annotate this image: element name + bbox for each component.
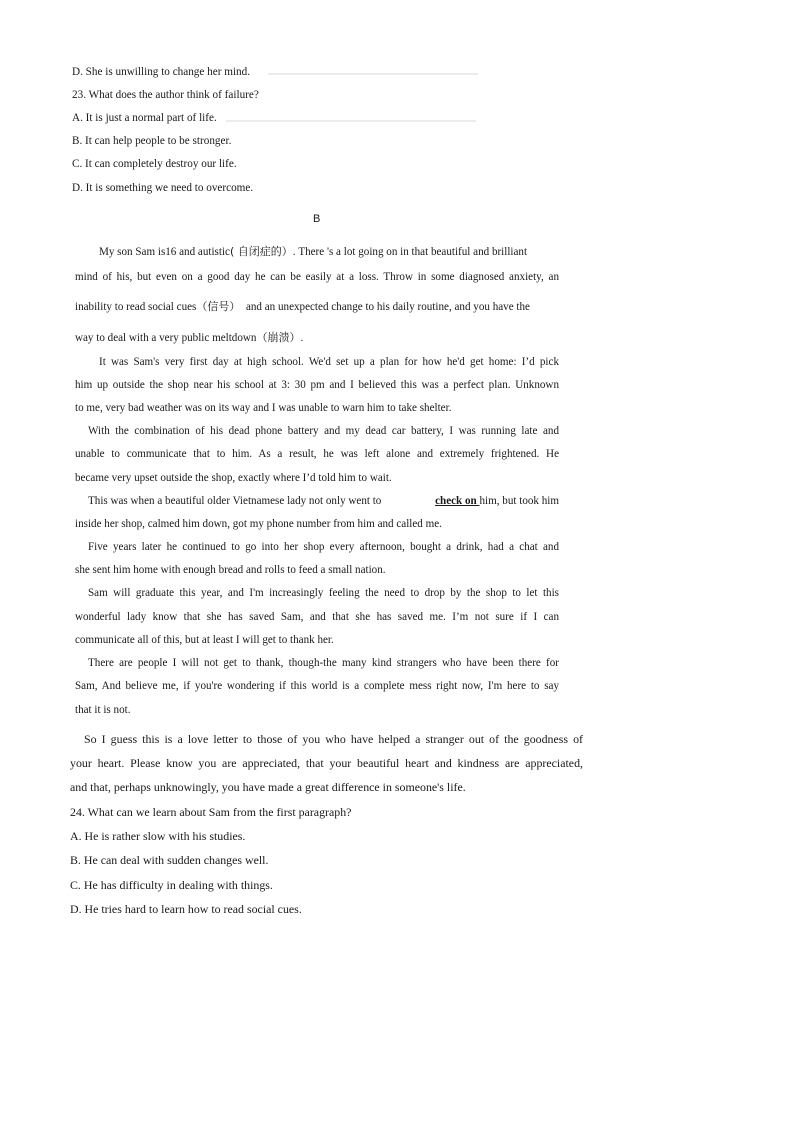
- passage-text: . There 's a lot going on in that beautiful and brilliant: [292, 246, 528, 258]
- passage-line: unable to communicate that to him. As a result, he was left alone and extremely frightened. He: [75, 448, 559, 460]
- q23-stem: 23. What does the author think of failure?: [72, 89, 259, 101]
- q24-option-b: B. He can deal with sudden changes well.: [70, 853, 269, 867]
- q24-option-a: A. He is rather slow with his studies.: [70, 829, 246, 843]
- passage-line: [88, 495, 559, 507]
- q24-option-d: D. He tries hard to learn how to read social cues.: [70, 902, 302, 916]
- q24-stem: 24. What can we learn about Sam from the first paragraph?: [70, 805, 352, 819]
- chinese-gloss: （信号）: [196, 300, 241, 313]
- passage-line: and that, perhaps unknowingly, you have made a great difference in someone's life.: [70, 780, 466, 794]
- passage-text: This was when a beautiful older Vietnamese lady not only went to: [88, 495, 382, 507]
- q23-option-a: A. It is just a normal part of life.: [72, 112, 217, 124]
- passage-line: to me, very bad weather was on its way and I was unable to warn him to take shelter.: [75, 402, 452, 414]
- passage-line: [75, 329, 303, 345]
- passage-line: Five years later he continued to go into her shop every afternoon, bought a drink, had a chat and: [88, 541, 559, 553]
- passage-line: communicate all of this, but at least I will get to thank her.: [75, 634, 334, 646]
- q23-option-c: C. It can completely destroy our life.: [72, 158, 237, 170]
- passage-line: became very upset outside the shop, exactly where I’d told him to wait.: [75, 472, 392, 484]
- passage-text: My son Sam is16 and autistic: [99, 246, 230, 258]
- passage-text: inability to read social cues: [75, 301, 197, 313]
- passage-line: [75, 298, 530, 314]
- passage-line: mind of his, but even on a good day he can be easily at a loss. Throw in some diagnosed anxiety, an: [75, 271, 559, 283]
- passage-line: Sam will graduate this year, and I'm increasingly feeling the need to drop by the shop to let this: [88, 587, 559, 599]
- chinese-gloss: ( 自闭症的）: [229, 245, 293, 258]
- passage-text: way to deal with a very public meltdown: [75, 332, 257, 344]
- passage-line: It was Sam's very first day at high school. We'd set up a plan for how he'd get home: I’d pick: [99, 356, 559, 368]
- passage-line: [99, 243, 527, 259]
- q23-option-d: D. It is something we need to overcome.: [72, 182, 254, 194]
- q24-option-c: C. He has difficulty in dealing with things.: [70, 878, 273, 892]
- passage-line: she sent him home with enough bread and rolls to feed a small nation.: [75, 564, 386, 576]
- passage-line: your heart. Please know you are appreciated, that your beautiful heart and kindness are appreciated,: [70, 756, 583, 770]
- passage-line: that it is not.: [75, 704, 131, 716]
- passage-line: wonderful lady know that she has saved Sam, and that she has saved me. I’m not sure if I can: [75, 611, 559, 623]
- chinese-gloss: （崩溃）: [256, 331, 301, 344]
- passage-line: him up outside the shop near his school at 3: 30 pm and I believed this was a perfect plan. Unknown: [75, 379, 559, 391]
- q23-option-b: B. It can help people to be stronger.: [72, 135, 232, 147]
- passage-text: .: [300, 332, 304, 344]
- passage-line: So I guess this is a love letter to those of you who have helped a stranger out of the goodness of: [84, 732, 583, 746]
- passage-text: him, but took him: [479, 495, 559, 507]
- scan-smudge: [226, 120, 476, 122]
- passage-line: inside her shop, calmed him down, got my phone number from him and called me.: [75, 518, 442, 530]
- section-heading: B: [313, 213, 321, 225]
- passage-line: There are people I will not get to thank, though-the many kind strangers who have been there for: [88, 657, 559, 669]
- highlighted-phrase: check on: [435, 495, 480, 507]
- passage-line: With the combination of his dead phone battery and my dead car battery, I was running late and: [88, 425, 559, 437]
- q22-option-d: D. She is unwilling to change her mind.: [72, 66, 251, 78]
- passage-line: Sam, And believe me, if you're wondering if this world is a complete mess right now, I'm here to say: [75, 680, 559, 692]
- scan-smudge: [268, 73, 478, 75]
- passage-text: and an unexpected change to his daily routine, and you have the: [245, 301, 530, 313]
